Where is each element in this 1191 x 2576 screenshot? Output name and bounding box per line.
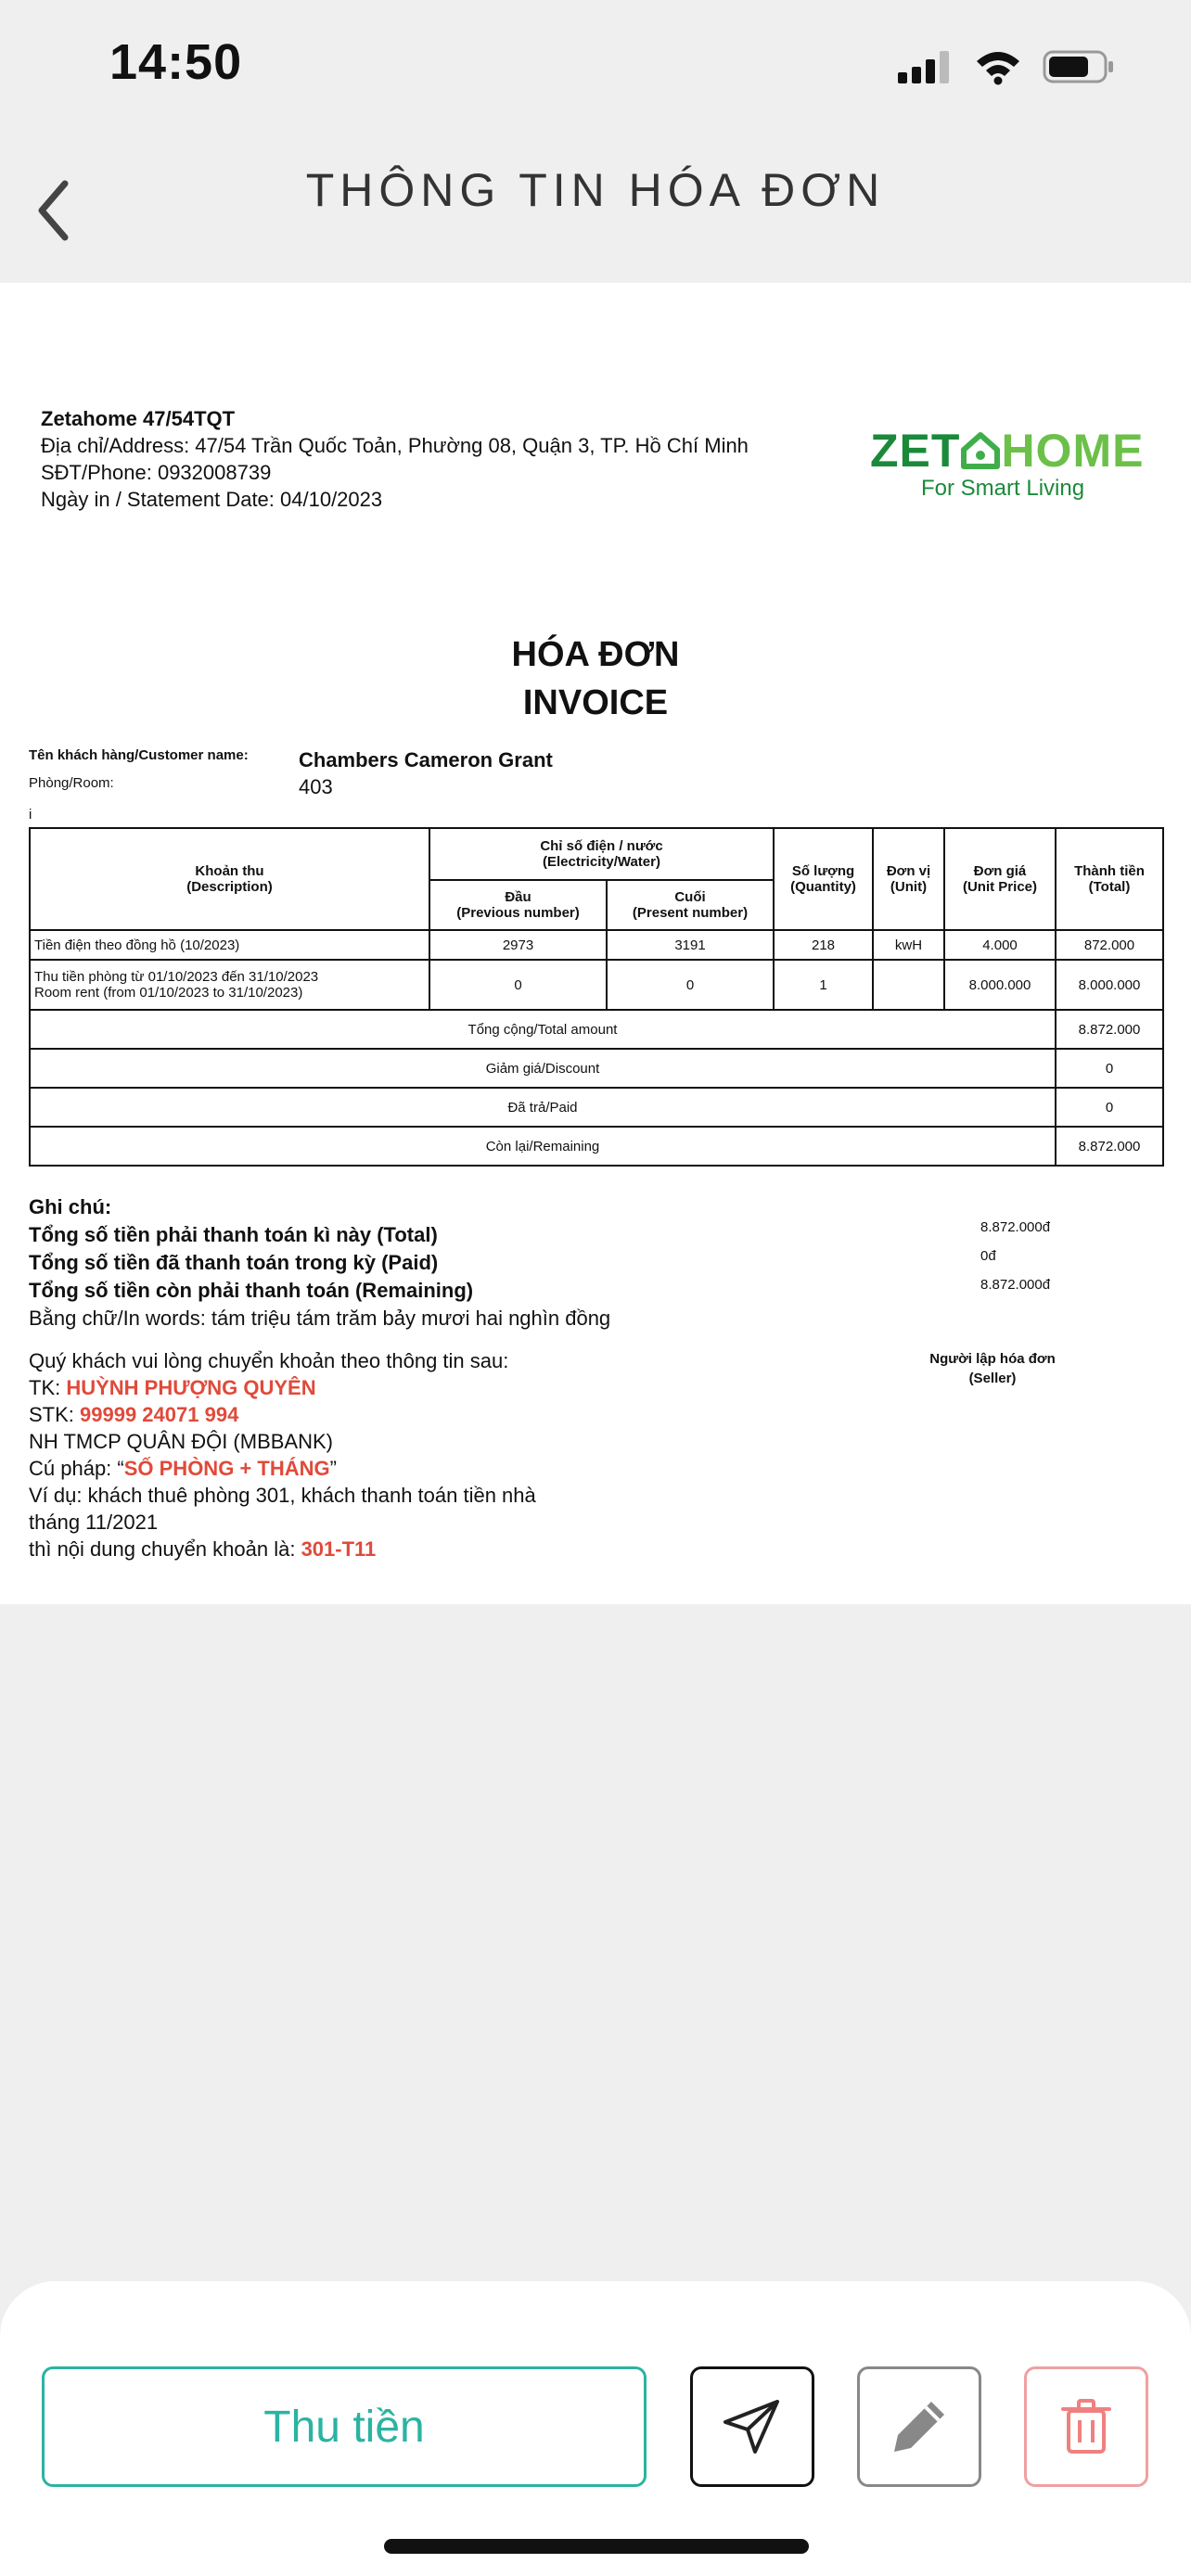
- syntax-value: SỐ PHÒNG + THÁNG: [123, 1457, 330, 1480]
- row-unit-price: 4.000: [944, 930, 1056, 960]
- statement-date: Ngày in / Statement Date: 04/10/2023: [41, 488, 383, 511]
- home-indicator: [384, 2539, 809, 2554]
- notes-total-label: Tổng số tiền phải thanh toán kì này (Total): [29, 1223, 438, 1246]
- summary-value: 0: [1056, 1049, 1163, 1088]
- company-phone: SĐT/Phone: 0932008739: [41, 461, 272, 484]
- col-present: Cuối (Present number): [607, 880, 774, 930]
- table-row: [30, 930, 1163, 960]
- notes-total-value: 8.872.000đ: [980, 1219, 1051, 1235]
- status-icons: [896, 48, 1115, 85]
- company-name: Zetahome 47/54TQT: [41, 407, 236, 430]
- col-unit: Đơn vị (Unit): [873, 828, 944, 930]
- logo-text-home: HOME: [1001, 425, 1145, 477]
- col-previous: Đầu (Previous number): [429, 880, 607, 930]
- page-title: THÔNG TIN HÓA ĐƠN: [305, 164, 886, 216]
- syntax-line: Cú pháp: “SỐ PHÒNG + THÁNG”: [29, 1457, 337, 1480]
- zetahome-logo: [870, 427, 1158, 502]
- payment-intro: Quý khách vui lòng chuyển khoản theo thông tin sau:: [29, 1349, 509, 1372]
- notes-in-words: Bằng chữ/In words: tám triệu tám trăm bảy mươi hai nghìn đồng: [29, 1307, 611, 1330]
- summary-label: Giảm giá/Discount: [30, 1049, 1056, 1088]
- row-total: 8.000.000: [1056, 960, 1163, 1010]
- invoice-title-en: INVOICE: [522, 683, 669, 722]
- account-name: HUỲNH PHƯỢNG QUYÊN: [66, 1376, 316, 1399]
- col-description: Khoản thu (Description): [30, 828, 429, 930]
- row-present: 3191: [607, 930, 774, 960]
- col-meter-group: Chỉ số điện / nước (Electricity/Water): [429, 828, 774, 880]
- summary-paid-row: [30, 1088, 1163, 1127]
- logo-tagline: For Smart Living: [921, 476, 1085, 501]
- table-header-row: [30, 828, 1163, 880]
- invoice-document: [0, 283, 1191, 1604]
- notes-remaining-value: 8.872.000đ: [980, 1277, 1051, 1293]
- row-present: 0: [607, 960, 774, 1010]
- delete-button[interactable]: [1024, 2366, 1148, 2487]
- status-time: 14:50: [109, 34, 243, 90]
- row-unit: [873, 960, 944, 1010]
- row-total: 872.000: [1056, 930, 1163, 960]
- row-description: Thu tiền phòng từ 01/10/2023 đến 31/10/2023 Room rent (from 01/10/2023 to 31/10/2023): [30, 960, 429, 1010]
- cellular-signal-icon: [896, 48, 954, 85]
- payment-instructions: [29, 1347, 536, 1562]
- customer-name-label: Tên khách hàng/Customer name:: [29, 747, 249, 763]
- battery-icon: [1043, 48, 1115, 85]
- summary-label: Còn lại/Remaining: [30, 1127, 1056, 1166]
- trash-icon: [1054, 2394, 1119, 2459]
- nav-bar: [0, 139, 1191, 283]
- notes-section: [29, 1193, 610, 1333]
- summary-remaining-row: [30, 1127, 1163, 1166]
- status-bar: [0, 0, 1191, 139]
- summary-discount-row: [30, 1049, 1163, 1088]
- row-previous: 2973: [429, 930, 607, 960]
- example-line-2: tháng 11/2021: [29, 1511, 159, 1534]
- notes-remaining-label: Tổng số tiền còn phải thanh toán (Remaining): [29, 1279, 474, 1302]
- house-icon: [960, 429, 1001, 470]
- table-row: [30, 960, 1163, 1010]
- example-code: 301-T11: [301, 1537, 377, 1561]
- summary-value: 8.872.000: [1056, 1010, 1163, 1049]
- summary-value: 0: [1056, 1088, 1163, 1127]
- invoice-title-vi: HÓA ĐƠN: [511, 635, 680, 674]
- invoice-table: [29, 827, 1164, 1167]
- wifi-icon: [974, 48, 1022, 85]
- col-total: Thành tiền (Total): [1056, 828, 1163, 930]
- notes-heading: Ghi chú:: [29, 1195, 112, 1218]
- row-quantity: 218: [774, 930, 873, 960]
- bottom-action-bar: [0, 2281, 1191, 2576]
- notes-amounts: [980, 1213, 1050, 1299]
- row-description: Tiền điện theo đồng hồ (10/2023): [30, 930, 429, 960]
- collect-payment-button[interactable]: [42, 2366, 647, 2487]
- pencil-icon: [887, 2394, 952, 2459]
- notes-paid-value: 0đ: [980, 1248, 996, 1264]
- row-previous: 0: [429, 960, 607, 1010]
- seller-signature-label: Người lập hóa đơn (Seller): [929, 1351, 1056, 1386]
- summary-value: 8.872.000: [1056, 1127, 1163, 1166]
- logo-text-zet: ZET: [870, 425, 961, 477]
- row-unit: kwH: [873, 930, 944, 960]
- edit-button[interactable]: [857, 2366, 981, 2487]
- summary-label: Tổng cộng/Total amount: [30, 1010, 1056, 1049]
- example-line-1: Ví dụ: khách thuê phòng 301, khách thanh toán tiền nhà: [29, 1484, 536, 1507]
- company-header: [41, 405, 749, 513]
- collect-payment-label: Thu tiền: [263, 2402, 425, 2452]
- row-unit-price: 8.000.000: [944, 960, 1056, 1010]
- send-button[interactable]: [690, 2366, 814, 2487]
- account-name-line: TK: HUỲNH PHƯỢNG QUYÊN: [29, 1376, 316, 1399]
- row-quantity: 1: [774, 960, 873, 1010]
- customer-name-value: Chambers Cameron Grant: [299, 748, 553, 772]
- paper-plane-icon: [720, 2394, 785, 2459]
- col-quantity: Số lượng (Quantity): [774, 828, 873, 930]
- bank-name: NH TMCP QUÂN ĐỘI (MBBANK): [29, 1430, 333, 1453]
- example-line-3: thì nội dung chuyển khoản là: 301-T11: [29, 1537, 377, 1561]
- summary-total-row: [30, 1010, 1163, 1049]
- summary-label: Đã trả/Paid: [30, 1088, 1056, 1127]
- room-label: Phòng/Room:: [29, 775, 114, 791]
- account-number-line: STK: 99999 24071 994: [29, 1403, 239, 1426]
- notes-paid-label: Tổng số tiền đã thanh toán trong kỳ (Paid): [29, 1251, 439, 1274]
- account-number: 99999 24071 994: [80, 1403, 239, 1426]
- company-address: Địa chỉ/Address: 47/54 Trần Quốc Toản, Phường 08, Quận 3, TP. Hồ Chí Minh: [41, 434, 749, 457]
- stray-mark: i: [29, 807, 32, 823]
- col-unit-price: Đơn giá (Unit Price): [944, 828, 1056, 930]
- room-value: 403: [299, 775, 333, 798]
